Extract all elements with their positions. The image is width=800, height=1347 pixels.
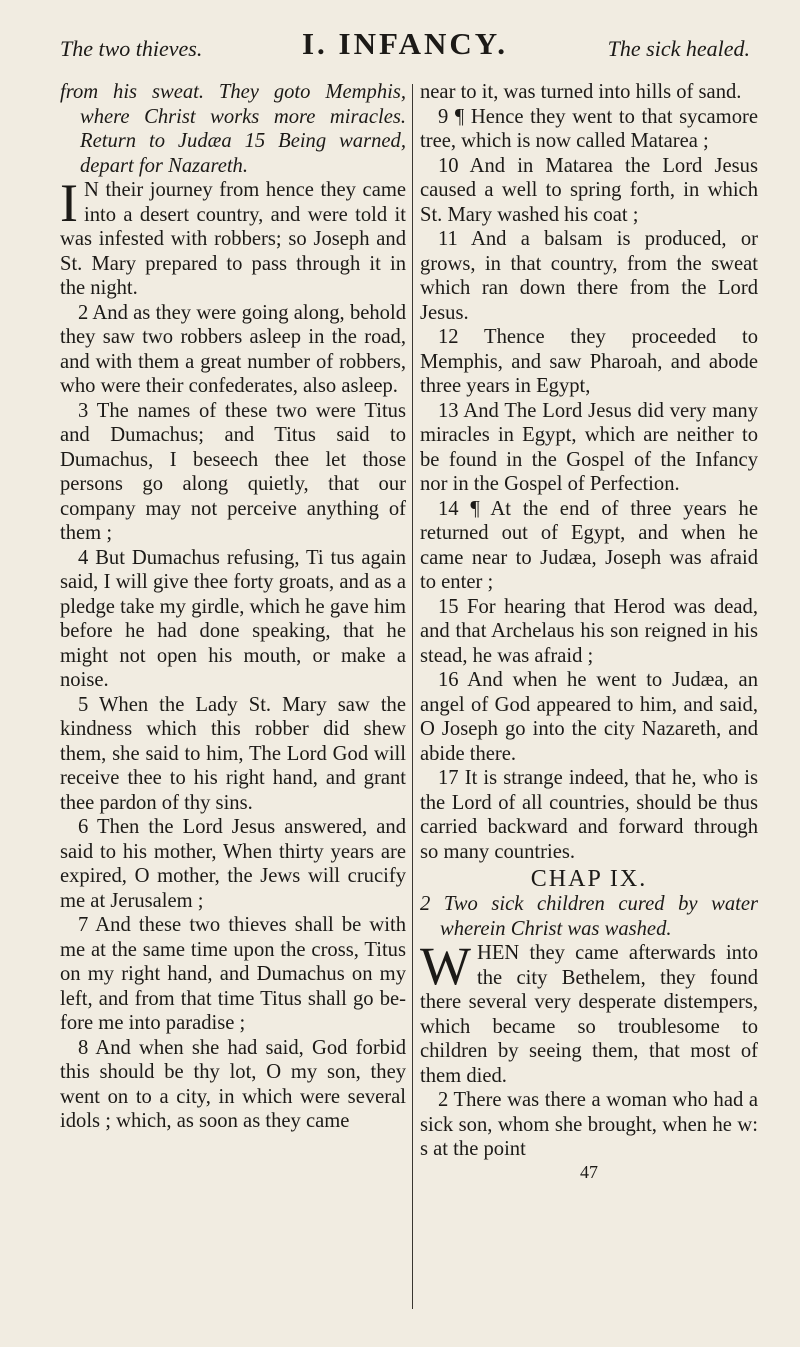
left-column <box>60 80 406 1134</box>
verse-8-continued: near to it, was turned into hills of sand. <box>420 81 742 103</box>
chapter-verse-1-text: HEN they came afterwards into the city Bethelem, they found there several very desperate distempers, which became so troublesome to children by seeing them, that most of them died. <box>420 942 758 1087</box>
verse-17: 17 It is strange indeed, that he, who is the Lord of all countries, should be thus carried backward and forward through so many countries. <box>420 767 758 863</box>
verse-8: 8 And when she had said, God forbid this should be thy lot, O my son, they went on to a city, in which were several idols ; which, as soon as they came <box>60 1036 406 1132</box>
drop-cap: I <box>60 173 78 233</box>
verse-1 <box>60 173 406 301</box>
verse-7: 7 And these two thieves shall be with me at the same time upon the cross, Titus on my right hand, and Dumachus on my left, and from that time Titus shall go before me into paradise ; <box>60 914 406 1034</box>
running-header <box>60 26 750 66</box>
chapter-verse-1 <box>420 936 758 1088</box>
verse-4: 4 But Dumachus refusing, Ti tus again said, I will give thee forty groats, and as a pledge take my girdle, which he gave him before he had done speaking, that he might not open his mouth, or make a noise. <box>60 546 406 691</box>
header-center: I. INFANCY. <box>301 26 509 61</box>
chapter-verse-2: 2 There was there a woman who had a sick son, whom she brought, when he w: s at the point <box>420 1089 758 1160</box>
verse-11: 11 And a balsam is produced, or grows, in that country, from the sweat which ran down there from the Lord Jesus. <box>420 228 758 324</box>
verse-5: 5 When the Lady St. Mary saw the kindness which this robber did shew them, she said to him, The Lord God will receive thee to his right hand, and grant thee pardon of thy sins. <box>60 693 406 814</box>
chapter-heading: CHAP IX. <box>530 866 648 892</box>
verse-1-text: N their journey from hence they came into a desert country, and were told it was infested with robbers; so Joseph and St. Mary prepared to pass through it in the night. <box>60 179 406 299</box>
chapter-summary-right: 2 Two sick children cured by water wherein Christ was washed. <box>420 893 758 940</box>
verse-6: 6 Then the Lord Jesus answered, and said to his mother, When thirty years are expired, O mother, the Jews will crucify me at Jerusalem ; <box>60 816 406 912</box>
verse-9: 9 ¶ Hence they went to that sycamore tree, which is now called Matarea ; <box>420 105 758 152</box>
verse-16: 16 And when he went to Judæa, an angel of God appeared to him, and said, O Joseph go into the city Nazareth, and abide there. <box>420 669 758 765</box>
header-left: The two thieves. <box>60 36 203 61</box>
column-divider <box>412 84 413 1309</box>
page-number: 47 <box>580 1161 598 1182</box>
verse-2: 2 And as they were going along, behold they saw two robbers asleep in the road, and with them a great number of robbers, who were their confederates, also asleep. <box>60 301 406 397</box>
verse-14: 14 ¶ At the end of three years he returned out of Egypt, and when he came near to Judæa, Joseph was afraid to enter ; <box>420 497 758 593</box>
verse-3: 3 The names of these two were Titus and Dumachus; and Titus said to Dumachus, I beseech thee let those persons go along quietly, that our company may not perceive anything of them ; <box>60 399 406 544</box>
verse-15: 15 For hearing that Herod was dead, and that Archelaus his son reigned in his stead, he was afraid ; <box>420 595 758 667</box>
drop-cap: W <box>420 936 471 996</box>
chapter-summary-left: from his sweat. They goto Memphis, where Christ works more miracles. Return to Judæa 15 Being warned, depart for Nazareth. <box>60 81 406 177</box>
right-column <box>420 80 758 1182</box>
verse-10: 10 And in Matarea the Lord Jesus caused a well to spring forth, in which St. Mary washed his coat ; <box>420 154 758 226</box>
header-right: The sick healed. <box>607 36 750 61</box>
verse-12: 12 Thence they proceeded to Memphis, and saw Pharoah, and abode three years in Egypt, <box>420 326 758 397</box>
verse-13: 13 And The Lord Jesus did very many miracles in Egypt, which are neither to be found in the Gospel of the Infancy nor in the Gospel of Perfection. <box>420 399 758 495</box>
